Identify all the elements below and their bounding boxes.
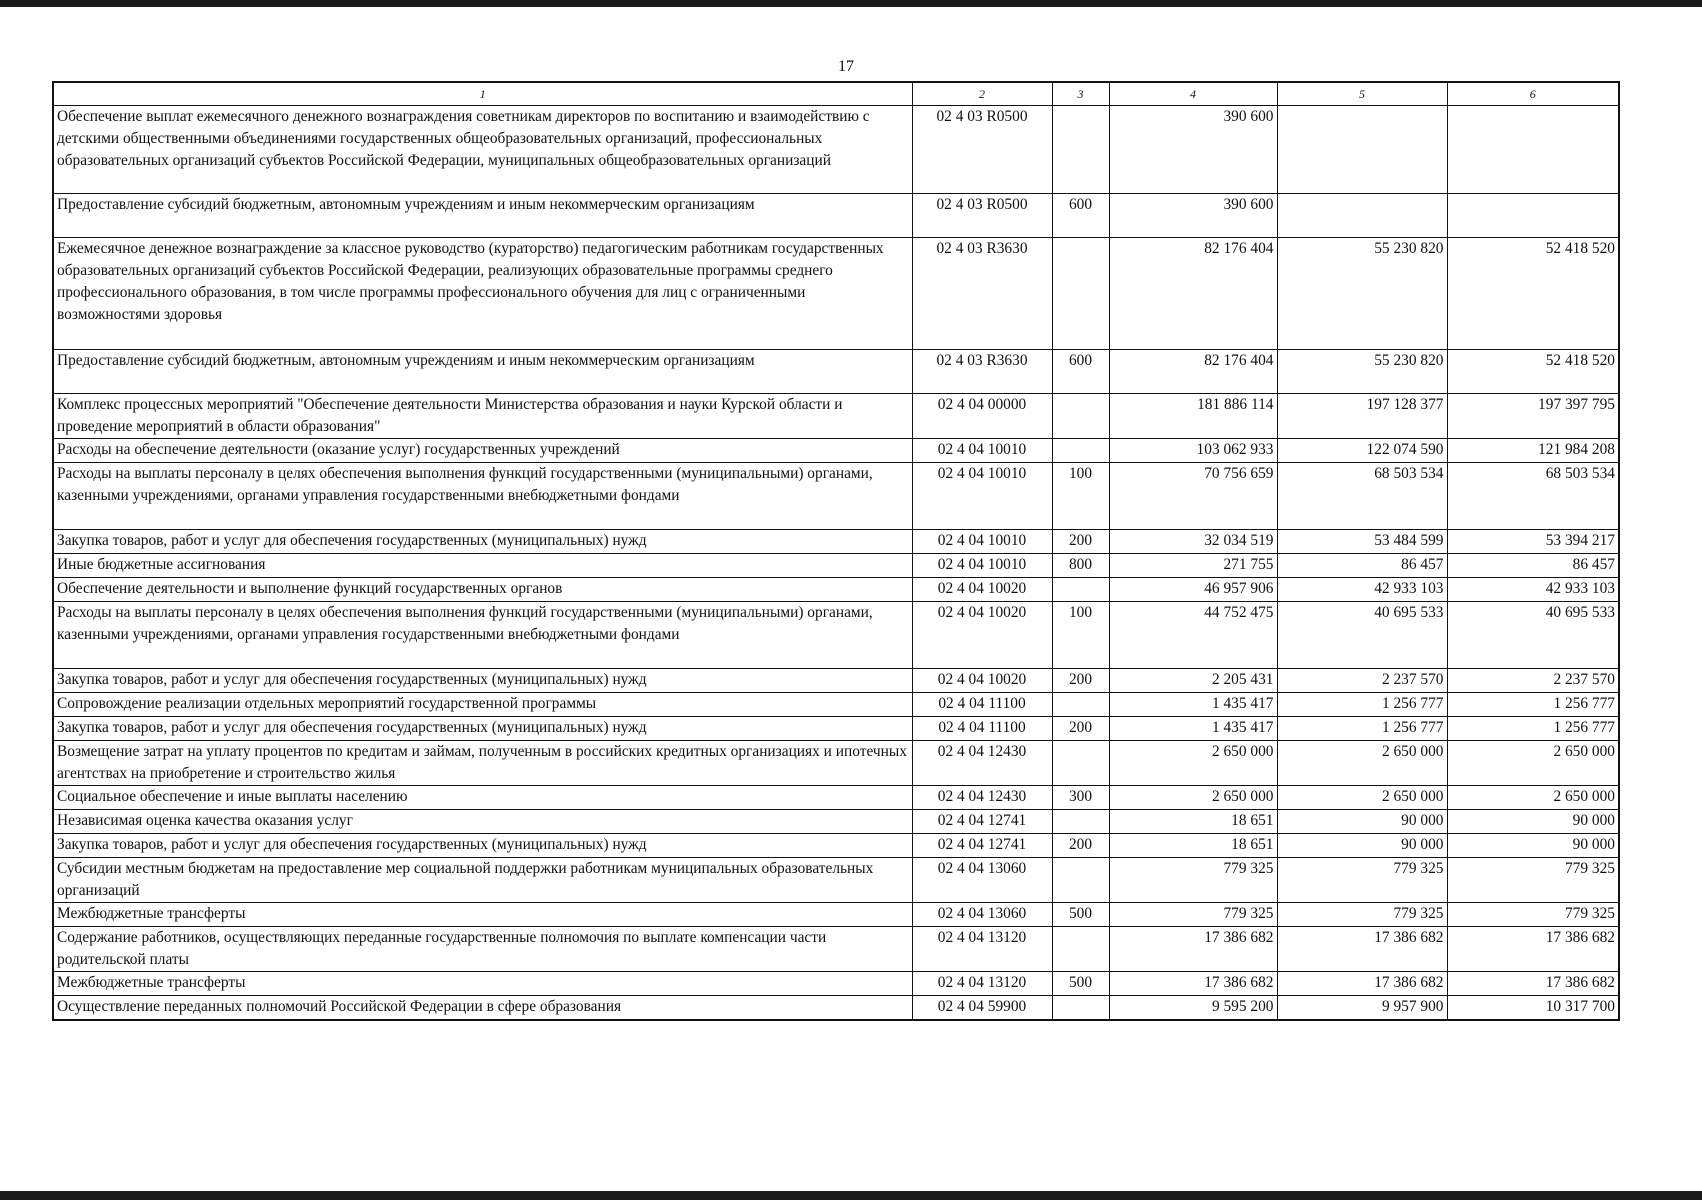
row-amount-col6 bbox=[1447, 106, 1619, 194]
row-code: 02 4 04 10010 bbox=[912, 463, 1052, 530]
row-amount-col4: 70 756 659 bbox=[1109, 463, 1277, 530]
row-code: 02 4 04 11100 bbox=[912, 717, 1052, 741]
table-row bbox=[53, 602, 1619, 669]
table-row bbox=[53, 463, 1619, 530]
row-amount-col5: 55 230 820 bbox=[1277, 238, 1447, 350]
row-amount-col5: 68 503 534 bbox=[1277, 463, 1447, 530]
row-code: 02 4 04 10020 bbox=[912, 669, 1052, 693]
table-row bbox=[53, 194, 1619, 238]
row-amount-col4: 2 650 000 bbox=[1109, 786, 1277, 810]
column-number-row bbox=[53, 82, 1619, 106]
row-code: 02 4 04 12430 bbox=[912, 786, 1052, 810]
row-amount-col6: 90 000 bbox=[1447, 834, 1619, 858]
row-expense-type: 100 bbox=[1052, 463, 1109, 530]
row-name: Предоставление субсидий бюджетным, автономным учреждениям и иным некоммерческим организациям bbox=[53, 194, 912, 238]
row-code: 02 4 04 12741 bbox=[912, 810, 1052, 834]
row-amount-col6 bbox=[1447, 194, 1619, 238]
row-amount-col6: 2 237 570 bbox=[1447, 669, 1619, 693]
row-code: 02 4 04 00000 bbox=[912, 394, 1052, 439]
table-row bbox=[53, 669, 1619, 693]
table-row bbox=[53, 858, 1619, 903]
row-expense-type bbox=[1052, 238, 1109, 350]
row-expense-type bbox=[1052, 810, 1109, 834]
column-header-6: 6 bbox=[1447, 82, 1619, 106]
row-expense-type: 300 bbox=[1052, 786, 1109, 810]
row-amount-col5: 90 000 bbox=[1277, 810, 1447, 834]
row-amount-col5: 2 650 000 bbox=[1277, 786, 1447, 810]
row-amount-col6: 52 418 520 bbox=[1447, 350, 1619, 394]
table-row bbox=[53, 717, 1619, 741]
row-amount-col6: 68 503 534 bbox=[1447, 463, 1619, 530]
row-name: Обеспечение выплат ежемесячного денежного вознаграждения советникам директоров по воспитанию и взаимодействию с детскими общественными объединениями государственных общеобразовательных организаций, профессиональных образовательных организаций субъектов Российской Федерации, муниципальных общеобразовательных организаций bbox=[53, 106, 912, 194]
column-header-3: 3 bbox=[1052, 82, 1109, 106]
table-row bbox=[53, 106, 1619, 194]
row-amount-col4: 271 755 bbox=[1109, 554, 1277, 578]
row-amount-col4: 32 034 519 bbox=[1109, 530, 1277, 554]
row-amount-col5: 779 325 bbox=[1277, 858, 1447, 903]
row-name: Независимая оценка качества оказания услуг bbox=[53, 810, 912, 834]
row-amount-col4: 181 886 114 bbox=[1109, 394, 1277, 439]
row-amount-col4: 82 176 404 bbox=[1109, 238, 1277, 350]
table-row bbox=[53, 350, 1619, 394]
row-name: Возмещение затрат на уплату процентов по кредитам и займам, полученным в российских кредитных организациях и ипотечных агентствах на приобретение и строительство жилья bbox=[53, 741, 912, 786]
row-amount-col5: 122 074 590 bbox=[1277, 439, 1447, 463]
row-code: 02 4 04 13120 bbox=[912, 927, 1052, 972]
row-expense-type: 600 bbox=[1052, 350, 1109, 394]
row-name: Межбюджетные трансферты bbox=[53, 903, 912, 927]
row-amount-col5: 53 484 599 bbox=[1277, 530, 1447, 554]
row-amount-col5: 1 256 777 bbox=[1277, 693, 1447, 717]
table-row bbox=[53, 972, 1619, 996]
row-code: 02 4 04 10010 bbox=[912, 439, 1052, 463]
row-amount-col5: 17 386 682 bbox=[1277, 927, 1447, 972]
row-amount-col4: 390 600 bbox=[1109, 106, 1277, 194]
row-amount-col5: 197 128 377 bbox=[1277, 394, 1447, 439]
column-header-1: 1 bbox=[53, 82, 912, 106]
row-expense-type: 800 bbox=[1052, 554, 1109, 578]
row-amount-col4: 390 600 bbox=[1109, 194, 1277, 238]
column-header-5: 5 bbox=[1277, 82, 1447, 106]
column-header-4: 4 bbox=[1109, 82, 1277, 106]
row-code: 02 4 04 12430 bbox=[912, 741, 1052, 786]
table-row bbox=[53, 903, 1619, 927]
row-expense-type bbox=[1052, 858, 1109, 903]
row-amount-col6: 52 418 520 bbox=[1447, 238, 1619, 350]
row-name: Предоставление субсидий бюджетным, автономным учреждениям и иным некоммерческим организациям bbox=[53, 350, 912, 394]
row-amount-col6: 2 650 000 bbox=[1447, 741, 1619, 786]
row-amount-col4: 779 325 bbox=[1109, 858, 1277, 903]
row-amount-col4: 103 062 933 bbox=[1109, 439, 1277, 463]
row-code: 02 4 03 R3630 bbox=[912, 350, 1052, 394]
table-row bbox=[53, 238, 1619, 350]
row-amount-col6: 17 386 682 bbox=[1447, 927, 1619, 972]
row-code: 02 4 03 R0500 bbox=[912, 194, 1052, 238]
row-expense-type bbox=[1052, 927, 1109, 972]
row-amount-col4: 17 386 682 bbox=[1109, 972, 1277, 996]
row-name: Социальное обеспечение и иные выплаты населению bbox=[53, 786, 912, 810]
row-name: Межбюджетные трансферты bbox=[53, 972, 912, 996]
row-name: Расходы на обеспечение деятельности (оказание услуг) государственных учреждений bbox=[53, 439, 912, 463]
row-expense-type: 500 bbox=[1052, 903, 1109, 927]
row-name: Комплекс процессных мероприятий "Обеспечение деятельности Министерства образования и науки Курской области и проведение мероприятий в области образования" bbox=[53, 394, 912, 439]
column-header-2: 2 bbox=[912, 82, 1052, 106]
row-amount-col6: 53 394 217 bbox=[1447, 530, 1619, 554]
row-expense-type bbox=[1052, 741, 1109, 786]
row-amount-col5: 86 457 bbox=[1277, 554, 1447, 578]
table-row bbox=[53, 394, 1619, 439]
row-code: 02 4 04 10010 bbox=[912, 530, 1052, 554]
table-header bbox=[53, 82, 1619, 106]
row-amount-col5: 2 237 570 bbox=[1277, 669, 1447, 693]
row-code: 02 4 04 13060 bbox=[912, 903, 1052, 927]
row-amount-col6: 197 397 795 bbox=[1447, 394, 1619, 439]
row-name: Субсидии местным бюджетам на предоставление мер социальной поддержки работникам муниципальных образовательных организаций bbox=[53, 858, 912, 903]
budget-table bbox=[52, 81, 1620, 1021]
row-amount-col4: 44 752 475 bbox=[1109, 602, 1277, 669]
scan-border-top bbox=[0, 0, 1702, 7]
row-amount-col4: 46 957 906 bbox=[1109, 578, 1277, 602]
row-amount-col6: 1 256 777 bbox=[1447, 693, 1619, 717]
row-expense-type bbox=[1052, 996, 1109, 1020]
row-code: 02 4 04 13060 bbox=[912, 858, 1052, 903]
row-name: Ежемесячное денежное вознаграждение за классное руководство (кураторство) педагогическим работникам государственных образовательных организаций субъектов Российской Федерации, реализующих образовательные программы среднего профессионального образования, в том числе программы профессионального обучения для лиц с ограниченными возможностями здоровья bbox=[53, 238, 912, 350]
row-amount-col4: 82 176 404 bbox=[1109, 350, 1277, 394]
row-code: 02 4 04 11100 bbox=[912, 693, 1052, 717]
row-expense-type: 600 bbox=[1052, 194, 1109, 238]
row-amount-col6: 1 256 777 bbox=[1447, 717, 1619, 741]
row-expense-type bbox=[1052, 578, 1109, 602]
row-expense-type bbox=[1052, 439, 1109, 463]
row-expense-type bbox=[1052, 693, 1109, 717]
row-code: 02 4 04 10020 bbox=[912, 602, 1052, 669]
table-row bbox=[53, 810, 1619, 834]
row-name: Расходы на выплаты персоналу в целях обеспечения выполнения функций государственными (муниципальными) органами, казенными учреждениями, органами управления государственными внебюджетными фондами bbox=[53, 463, 912, 530]
row-name: Сопровождение реализации отдельных мероприятий государственной программы bbox=[53, 693, 912, 717]
row-amount-col4: 779 325 bbox=[1109, 903, 1277, 927]
row-amount-col4: 17 386 682 bbox=[1109, 927, 1277, 972]
row-code: 02 4 04 12741 bbox=[912, 834, 1052, 858]
row-name: Содержание работников, осуществляющих переданные государственные полномочия по выплате компенсации части родительской платы bbox=[53, 927, 912, 972]
row-name: Закупка товаров, работ и услуг для обеспечения государственных (муниципальных) нужд bbox=[53, 669, 912, 693]
scan-border-bottom bbox=[0, 1191, 1702, 1200]
row-amount-col4: 18 651 bbox=[1109, 834, 1277, 858]
row-amount-col6: 86 457 bbox=[1447, 554, 1619, 578]
row-amount-col6: 42 933 103 bbox=[1447, 578, 1619, 602]
row-code: 02 4 03 R3630 bbox=[912, 238, 1052, 350]
page-number: 17 bbox=[838, 58, 854, 75]
row-code: 02 4 04 13120 bbox=[912, 972, 1052, 996]
row-expense-type: 500 bbox=[1052, 972, 1109, 996]
row-amount-col6: 40 695 533 bbox=[1447, 602, 1619, 669]
row-code: 02 4 03 R0500 bbox=[912, 106, 1052, 194]
row-expense-type: 100 bbox=[1052, 602, 1109, 669]
row-code: 02 4 04 10020 bbox=[912, 578, 1052, 602]
row-amount-col5 bbox=[1277, 106, 1447, 194]
row-name: Осуществление переданных полномочий Российской Федерации в сфере образования bbox=[53, 996, 912, 1020]
table-body bbox=[53, 106, 1619, 1020]
row-expense-type: 200 bbox=[1052, 669, 1109, 693]
table-row bbox=[53, 530, 1619, 554]
row-amount-col5: 17 386 682 bbox=[1277, 972, 1447, 996]
row-amount-col4: 2 650 000 bbox=[1109, 741, 1277, 786]
table-row bbox=[53, 439, 1619, 463]
row-name: Закупка товаров, работ и услуг для обеспечения государственных (муниципальных) нужд bbox=[53, 717, 912, 741]
table-row bbox=[53, 834, 1619, 858]
table-row bbox=[53, 693, 1619, 717]
row-expense-type bbox=[1052, 106, 1109, 194]
row-name: Иные бюджетные ассигнования bbox=[53, 554, 912, 578]
row-amount-col5: 1 256 777 bbox=[1277, 717, 1447, 741]
row-name: Обеспечение деятельности и выполнение функций государственных органов bbox=[53, 578, 912, 602]
row-amount-col6: 10 317 700 bbox=[1447, 996, 1619, 1020]
row-code: 02 4 04 59900 bbox=[912, 996, 1052, 1020]
row-amount-col5: 779 325 bbox=[1277, 903, 1447, 927]
row-amount-col5 bbox=[1277, 194, 1447, 238]
row-expense-type: 200 bbox=[1052, 834, 1109, 858]
row-amount-col5: 42 933 103 bbox=[1277, 578, 1447, 602]
row-amount-col6: 2 650 000 bbox=[1447, 786, 1619, 810]
row-amount-col5: 90 000 bbox=[1277, 834, 1447, 858]
row-amount-col6: 121 984 208 bbox=[1447, 439, 1619, 463]
row-amount-col5: 40 695 533 bbox=[1277, 602, 1447, 669]
row-amount-col4: 9 595 200 bbox=[1109, 996, 1277, 1020]
row-amount-col5: 2 650 000 bbox=[1277, 741, 1447, 786]
row-name: Закупка товаров, работ и услуг для обеспечения государственных (муниципальных) нужд bbox=[53, 530, 912, 554]
row-amount-col4: 2 205 431 bbox=[1109, 669, 1277, 693]
row-amount-col6: 779 325 bbox=[1447, 858, 1619, 903]
row-amount-col4: 1 435 417 bbox=[1109, 717, 1277, 741]
row-amount-col6: 90 000 bbox=[1447, 810, 1619, 834]
row-amount-col5: 55 230 820 bbox=[1277, 350, 1447, 394]
row-amount-col6: 17 386 682 bbox=[1447, 972, 1619, 996]
table-row bbox=[53, 786, 1619, 810]
table-row bbox=[53, 927, 1619, 972]
row-amount-col6: 779 325 bbox=[1447, 903, 1619, 927]
row-code: 02 4 04 10010 bbox=[912, 554, 1052, 578]
row-amount-col4: 1 435 417 bbox=[1109, 693, 1277, 717]
row-amount-col4: 18 651 bbox=[1109, 810, 1277, 834]
table-row bbox=[53, 996, 1619, 1020]
row-expense-type: 200 bbox=[1052, 717, 1109, 741]
table-row bbox=[53, 578, 1619, 602]
row-expense-type bbox=[1052, 394, 1109, 439]
row-amount-col5: 9 957 900 bbox=[1277, 996, 1447, 1020]
table-row bbox=[53, 554, 1619, 578]
row-name: Закупка товаров, работ и услуг для обеспечения государственных (муниципальных) нужд bbox=[53, 834, 912, 858]
row-expense-type: 200 bbox=[1052, 530, 1109, 554]
row-name: Расходы на выплаты персоналу в целях обеспечения выполнения функций государственными (муниципальными) органами, казенными учреждениями, органами управления государственными внебюджетными фондами bbox=[53, 602, 912, 669]
table-row bbox=[53, 741, 1619, 786]
